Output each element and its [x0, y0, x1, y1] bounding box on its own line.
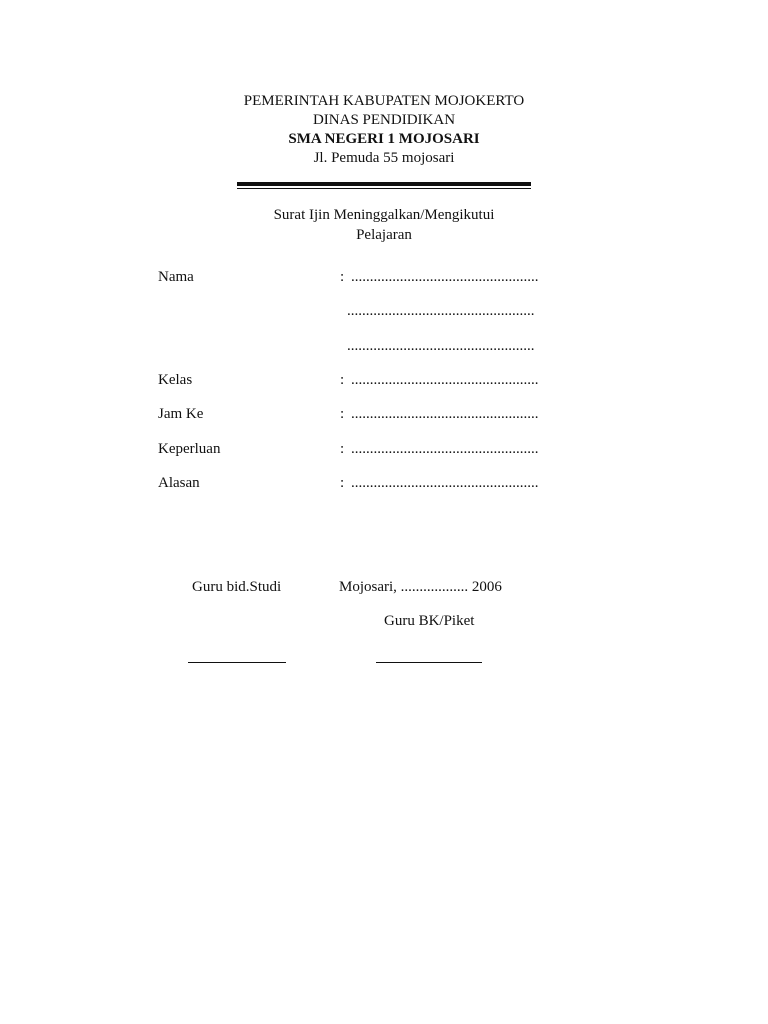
school-address: Jl. Pemuda 55 mojosari: [313, 150, 455, 166]
field-colon-keperluan: :: [340, 441, 345, 457]
signature-line-subject-teacher: [188, 662, 286, 663]
signature-title-subject-teacher: Guru bid.Studi: [192, 579, 282, 595]
field-label-alasan: Alasan: [158, 475, 200, 491]
school-name: SMA NEGERI 1 MOJOSARI: [288, 131, 480, 147]
field-label-nama: Nama: [158, 269, 194, 285]
field-blank-nama-line-2[interactable]: ..................................................: [347, 303, 535, 319]
letterhead-divider-thick: [237, 182, 531, 186]
letterhead: [0, 92, 768, 168]
field-label-keperluan: Keperluan: [158, 441, 221, 457]
field-label-kelas: Kelas: [158, 372, 193, 388]
title-line-2: Pelajaran: [356, 227, 412, 243]
field-colon-alasan: :: [340, 475, 345, 491]
letterhead-divider-thin: [237, 188, 531, 189]
field-blank-nama[interactable]: ..................................................: [351, 269, 539, 285]
government-name: PEMERINTAH KABUPATEN MOJOKERTO: [243, 93, 525, 109]
field-label-jam-ke: Jam Ke: [158, 406, 204, 422]
field-colon-nama: :: [340, 269, 345, 285]
signature-place-date: Mojosari, .................. 2006: [339, 579, 502, 595]
field-colon-kelas: :: [340, 372, 345, 388]
field-blank-jam-ke[interactable]: ..................................................: [351, 406, 539, 422]
field-blank-alasan[interactable]: ..................................................: [351, 475, 539, 491]
field-blank-nama-line-3[interactable]: ..................................................: [347, 338, 535, 354]
field-blank-keperluan[interactable]: ..................................................: [351, 441, 539, 457]
signature-line-counselor: [376, 662, 482, 663]
signature-title-counselor: Guru BK/Piket: [384, 613, 475, 629]
field-colon-jam-ke: :: [340, 406, 345, 422]
title-line-1: Surat Ijin Meninggalkan/Mengikutui: [273, 207, 495, 223]
department-name: DINAS PENDIDIKAN: [312, 112, 456, 128]
field-blank-kelas[interactable]: ..................................................: [351, 372, 539, 388]
document-title: [0, 205, 768, 245]
